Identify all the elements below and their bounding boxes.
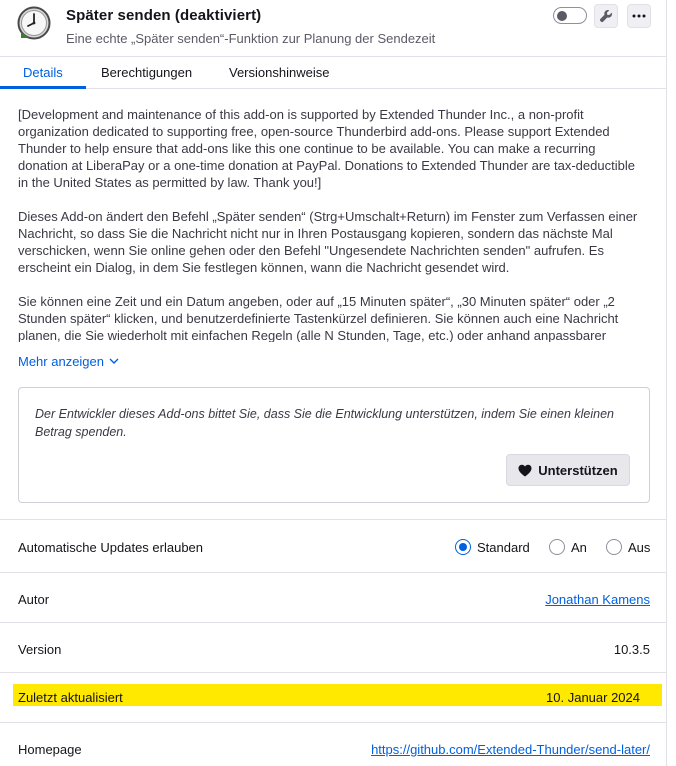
version-value: 10.3.5 [613,642,650,657]
toggle-knob [557,11,567,21]
radio-button [606,539,622,555]
updates-label: Automatische Updates erlauben [18,540,204,555]
heart-icon [518,464,532,477]
addon-full-description [18,106,648,342]
radio-standard[interactable] [455,537,530,557]
version-label: Version [18,642,62,657]
radio-button [549,539,565,555]
radio-off[interactable] [606,537,650,557]
contribution-box [18,387,650,503]
enable-toggle[interactable] [553,7,587,24]
wrench-icon [599,9,613,23]
active-tab-indicator [0,86,86,89]
description-paragraph: Sie können eine Zeit und ein Datum angeben, oder auf „15 Minuten später“, „30 Minuten später“ oder „2 Stunden später“ klicken, und benutzerdefinierte Tastenkürzel definieren. Sie können auch eine Nachricht planen, die Sie wiederholt mit einfachen Regeln (alle N Stunden, Tage, etc.) oder anhand anpassbarer [18,294,619,342]
more-options-button[interactable] [627,4,651,28]
radio-label: An [571,539,587,555]
homepage-label: Homepage [18,742,82,757]
tab-details[interactable]: Details [23,65,63,80]
tab-bar [0,56,667,89]
addon-description: Eine echte „Später senden“-Funktion zur Planung der Sendezeit [66,31,436,46]
radio-on[interactable] [549,537,587,557]
addon-title: Später senden (deaktiviert) [66,7,262,24]
show-more-link[interactable] [18,354,119,369]
preferences-button[interactable] [594,4,618,28]
author-row [0,572,667,622]
more-icon [632,14,646,18]
last-updated-value: 10. Januar 2024 [546,690,640,705]
radio-label: Aus [628,539,651,555]
tab-release-notes[interactable]: Versionshinweise [229,65,330,80]
support-button-label: Unterstützen [538,462,618,478]
author-label: Autor [18,592,50,607]
radio-label: Standard [477,539,530,555]
description-paragraph: Dieses Add-on ändert den Befehl „Später senden“ (Strg+Umschalt+Return) im Fenster zum Verfassen einer Nachricht, so dass Sie die Nachricht nicht nur in Ihren Postausgang kopieren, sondern das nächste Mal verschicken, wenn Sie online gehen oder den Befehl "Ungesendete Nachrichten senden" aufrufen. Es erscheint ein Dialog, in dem Sie festlegen können, wann die Nachricht gesendet wird. [18,209,638,275]
tab-permissions[interactable]: Berechtigungen [101,65,193,80]
support-button[interactable] [506,454,630,486]
description-paragraph: [Development and maintenance of this add-on is supported by Extended Thunder Inc., a non-profit organization dedicated to supporting free, open-source Thunderbird add-ons. Please support Extended Thunder to help ensure that add-ons like this one continue to be available. You can make a recurring donation at LiberaPay or a one-time donation at PayPal. Donations to Extended Thunder are tax-deductible in the United States as permitted by law. Thank you!] [18,107,635,190]
homepage-row [0,722,667,766]
author-link[interactable]: Jonathan Kamens [545,592,650,607]
homepage-link[interactable]: https://github.com/Extended-Thunder/send-later/ [371,742,650,757]
chevron-down-icon [109,358,119,365]
show-more-label: Mehr anzeigen [18,354,104,369]
contribution-text: Der Entwickler dieses Add-ons bittet Sie, dass Sie die Entwicklung unterstützen, indem Sie einen kleinen Betrag spenden. [35,407,615,439]
version-row [0,622,667,672]
radio-button [455,539,471,555]
clock-icon [17,6,51,40]
last-updated-label: Zuletzt aktualisiert [18,690,123,705]
